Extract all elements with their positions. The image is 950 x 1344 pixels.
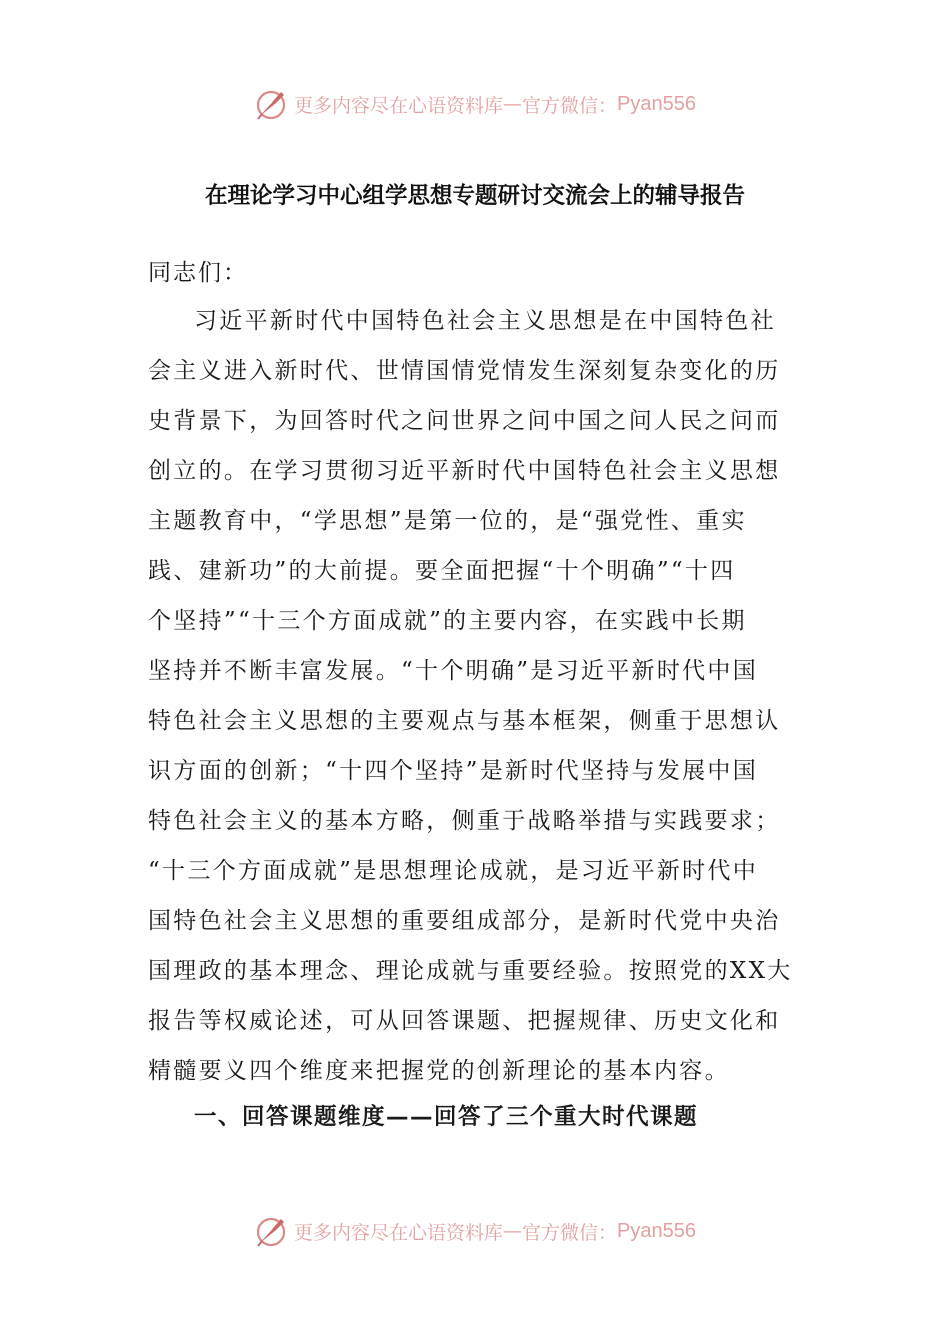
quill-pen-logo-icon [254, 1213, 290, 1249]
banner-dash: — [503, 93, 523, 115]
section-heading: 一、回答课题维度——回答了三个重大时代课题 [194, 1104, 699, 1130]
paragraph-line: 报告等权威论述，可从回答课题、把握规律、历史文化和 [148, 1008, 781, 1034]
paragraph-line: 践、建新功”的大前提。要全面把握“十个明确”“十四 [148, 558, 736, 584]
salutation: 同志们： [148, 260, 248, 286]
paragraph-line: “十三个方面成就”是思想理论成就，是习近平新时代中 [148, 858, 759, 884]
banner-wechat-label: 官方微信： [522, 94, 618, 117]
paragraph-line: 精髓要义四个维度来把握党的创新理论的基本内容。 [148, 1058, 730, 1084]
paragraph-line: 特色社会主义的基本方略，侧重于战略举措与实践要求； [148, 808, 781, 834]
paragraph-line: 史背景下，为回答时代之问世界之问中国之问人民之问而 [148, 408, 781, 434]
banner-wechat-label: 官方微信： [522, 1221, 618, 1244]
paragraph-line: 习近平新时代中国特色社会主义思想是在中国特色社 [194, 308, 776, 334]
footer-watermark-banner [0, 1207, 950, 1255]
paragraph-line: 国特色社会主义思想的重要组成部分，是新时代党中央治 [148, 908, 781, 934]
paragraph-line: 个坚持”“十三个方面成就”的主要内容，在实践中长期 [148, 608, 747, 634]
paragraph-line: 坚持并不断丰富发展。“十个明确”是习近平新时代中国 [148, 658, 759, 684]
paragraph-line: 国理政的基本理念、理论成就与重要经验。按照党的XX大 [148, 958, 793, 984]
body-paragraph [148, 296, 793, 1096]
quill-pen-logo-icon [254, 86, 290, 122]
banner-wechat-id: Pyan556 [617, 92, 696, 115]
paragraph-line: 主题教育中，“学思想”是第一位的，是“强党性、重实 [148, 508, 747, 534]
banner-dash: — [503, 1220, 523, 1242]
document-title: 在理论学习中心组学思想专题研讨交流会上的辅导报告 [204, 183, 745, 209]
banner-wechat-id: Pyan556 [617, 1219, 696, 1242]
paragraph-line: 创立的。在学习贯彻习近平新时代中国特色社会主义思想 [148, 458, 781, 484]
banner-main-text: 更多内容尽在心语资料库 [294, 94, 504, 117]
paragraph-line: 识方面的创新；“十四个坚持”是新时代坚持与发展中国 [148, 758, 759, 784]
paragraph-line: 特色社会主义思想的主要观点与基本框架，侧重于思想认 [148, 708, 781, 734]
header-watermark-banner [0, 80, 950, 128]
banner-main-text: 更多内容尽在心语资料库 [294, 1221, 504, 1244]
paragraph-line: 会主义进入新时代、世情国情党情发生深刻复杂变化的历 [148, 358, 781, 384]
